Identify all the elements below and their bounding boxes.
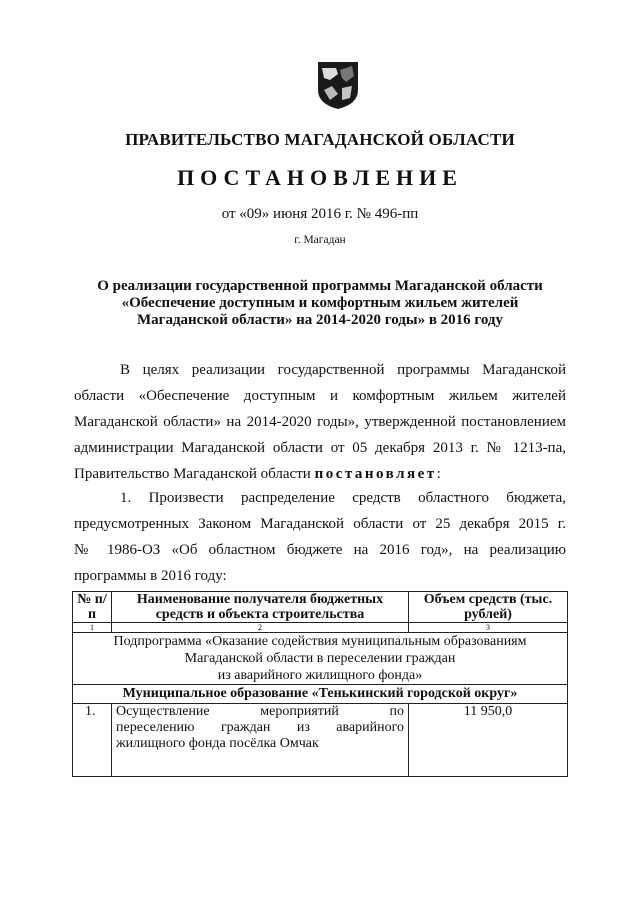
- resolver-text: Правительство Магаданской области: [74, 466, 315, 482]
- subject-line: «Обеспечение доступным и комфортным жильем жителей: [121, 295, 519, 311]
- document-type: ПОСТАНОВЛЕНИЕ: [177, 165, 463, 190]
- subprogram-row: [73, 633, 568, 685]
- resolves-emphasis: постановляет: [314, 466, 437, 482]
- paragraph-line: В целях реализации государственной программы Магаданской: [120, 362, 566, 378]
- row-volume: 11 950,0: [409, 704, 568, 777]
- paragraph-item-1: [74, 485, 566, 589]
- municipality-title: Муниципальное образование «Тенькинский городской округ»: [73, 685, 568, 704]
- column-number-row: [73, 623, 568, 633]
- budget-distribution-table: [72, 591, 568, 777]
- column-number: 3: [409, 623, 568, 633]
- row-name: [112, 704, 409, 777]
- column-number: 1: [73, 623, 112, 633]
- paragraph-line: № 1986-ОЗ «Об областном бюджете на 2016 год», на реализацию: [74, 542, 566, 558]
- row-name-line: Осуществление мероприятий по: [116, 704, 404, 719]
- paragraph-line: [74, 461, 566, 487]
- paragraph-line: области «Обеспечение доступным и комфортным жильем жителей: [74, 388, 566, 404]
- paragraph-line: 1. Произвести распределение средств областного бюджета,: [120, 490, 566, 506]
- subprogram-title: [73, 633, 568, 685]
- header-name: Наименование получателя бюджетных средств и объекта строительства: [112, 592, 409, 623]
- paragraph-line: администрации Магаданской области от 05 декабря 2013 г. № 1213-па,: [74, 440, 566, 456]
- subprogram-line: Подпрограмма «Оказание содействия муниципальным образованиям: [113, 634, 527, 649]
- row-number: 1.: [73, 704, 112, 777]
- municipality-row: [73, 685, 568, 704]
- paragraph-preamble: [74, 357, 566, 487]
- coat-of-arms-emblem-icon: [316, 60, 360, 110]
- government-name: ПРАВИТЕЛЬСТВО МАГАДАНСКОЙ ОБЛАСТИ: [125, 130, 515, 149]
- colon: :: [436, 466, 441, 482]
- subprogram-line: из аварийного жилищного фонда»: [217, 668, 423, 683]
- header-volume: Объем средств (тыс. рублей): [409, 592, 568, 623]
- paragraph-line: предусмотренных Законом Магаданской области от 25 декабря 2015 г.: [74, 516, 566, 532]
- document-date-number: от «09» июня 2016 г. № 496-пп: [221, 206, 419, 222]
- row-name-line: жилищного фонда посёлка Омчак: [116, 736, 319, 751]
- table-header-row: [73, 592, 568, 623]
- subject-line: Магаданской области» на 2014-2020 годы» в 2016 году: [136, 312, 504, 328]
- column-number: 2: [112, 623, 409, 633]
- table-row: [73, 704, 568, 777]
- document-subject: [0, 278, 640, 329]
- subprogram-line: Магаданской области в переселении граждан: [184, 651, 456, 666]
- paragraph-line: программы в 2016 году:: [74, 568, 227, 584]
- document-city: г. Магадан: [294, 234, 346, 246]
- header-num: № п/п: [73, 592, 112, 623]
- row-name-line: переселению граждан из аварийного: [116, 720, 404, 735]
- subject-line: О реализации государственной программы Магаданской области: [97, 278, 543, 294]
- paragraph-line: Магаданской области» на 2014-2020 годы», утвержденной постановлением: [74, 414, 566, 430]
